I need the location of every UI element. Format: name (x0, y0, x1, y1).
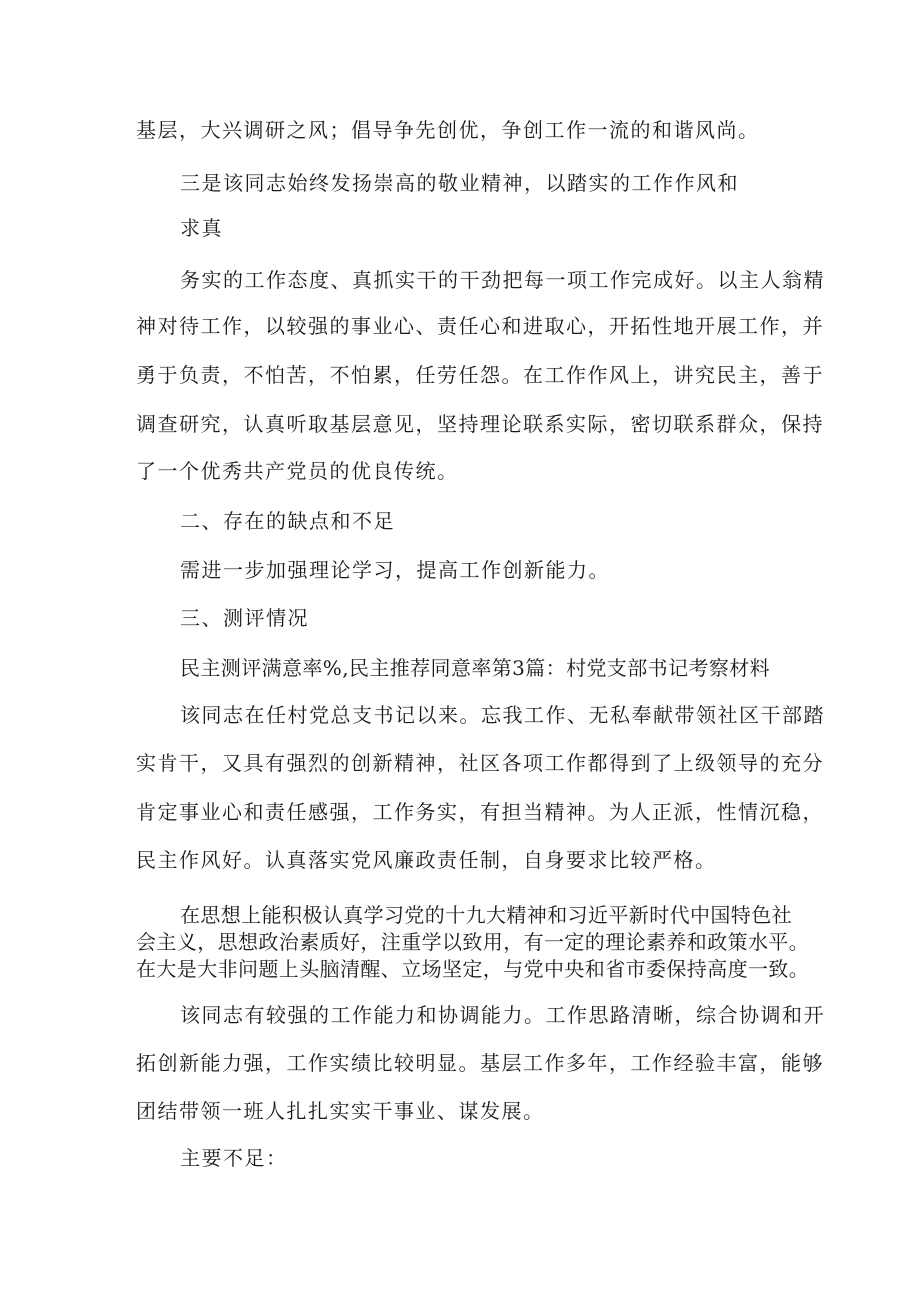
text-line: 实肯干，又具有强烈的创新精神，社区各项工作都得到了上级领导的充分 (136, 751, 824, 775)
text-line: 调查研究，认真听取基层意见，坚持理论联系实际，密切联系群众，保持 (136, 412, 824, 436)
text-line: 求真 (180, 216, 223, 240)
text-line: 民主测评满意率%,民主推荐同意率第3篇：村党支部书记考察材料 (180, 656, 771, 680)
text-line: 主要不足： (180, 1146, 288, 1170)
text-line: 在大是大非问题上头脑清醒、立场坚定，与党中央和省市委保持高度一致。 (136, 957, 810, 981)
text-line: 拓创新能力强，工作实绩比较明显。基层工作多年，工作经验丰富，能够 (136, 1051, 824, 1075)
text-line: 团结带领一班人扎扎实实干事业、谋发展。 (136, 1099, 545, 1123)
text-line: 该同志在任村党总支书记以来。忘我工作、无私奉献带领社区干部踏 (180, 703, 825, 727)
text-line: 该同志有较强的工作能力和协调能力。工作思路清晰，综合协调和开 (180, 1003, 825, 1027)
text-line: 肯定事业心和责任感强，工作务实，有担当精神。为人正派，性情沉稳， (136, 800, 824, 824)
text-line: 基层，大兴调研之风；倡导争先创优，争创工作一流的和谐风尚。 (136, 118, 760, 142)
text-line: 务实的工作态度、真抓实干的干劲把每一项工作完成好。以主人翁精 (180, 268, 825, 292)
text-line: 会主义，思想政治素质好，注重学以致用，有一定的理论素养和政策水平。 (136, 930, 810, 954)
text-line: 勇于负责，不怕苦，不怕累，任劳任怨。在工作作风上，讲究民主，善于 (136, 363, 824, 387)
section-heading: 三、测评情况 (180, 606, 309, 630)
section-heading: 二、存在的缺点和不足 (180, 509, 395, 533)
text-line: 在思想上能积极认真学习党的十九大精神和习近平新时代中国特色社 (180, 903, 792, 927)
text-line: 神对待工作，以较强的事业心、责任心和进取心，开拓性地开展工作，并 (136, 314, 824, 338)
text-line: 了一个优秀共产党员的优良传统。 (136, 459, 459, 483)
text-line: 民主作风好。认真落实党风廉政责任制，自身要求比较严格。 (136, 848, 717, 872)
text-line: 三是该同志始终发扬崇高的敬业精神，以踏实的工作作风和 (180, 171, 739, 195)
text-line: 需进一步加强理论学习，提高工作创新能力。 (180, 558, 610, 582)
